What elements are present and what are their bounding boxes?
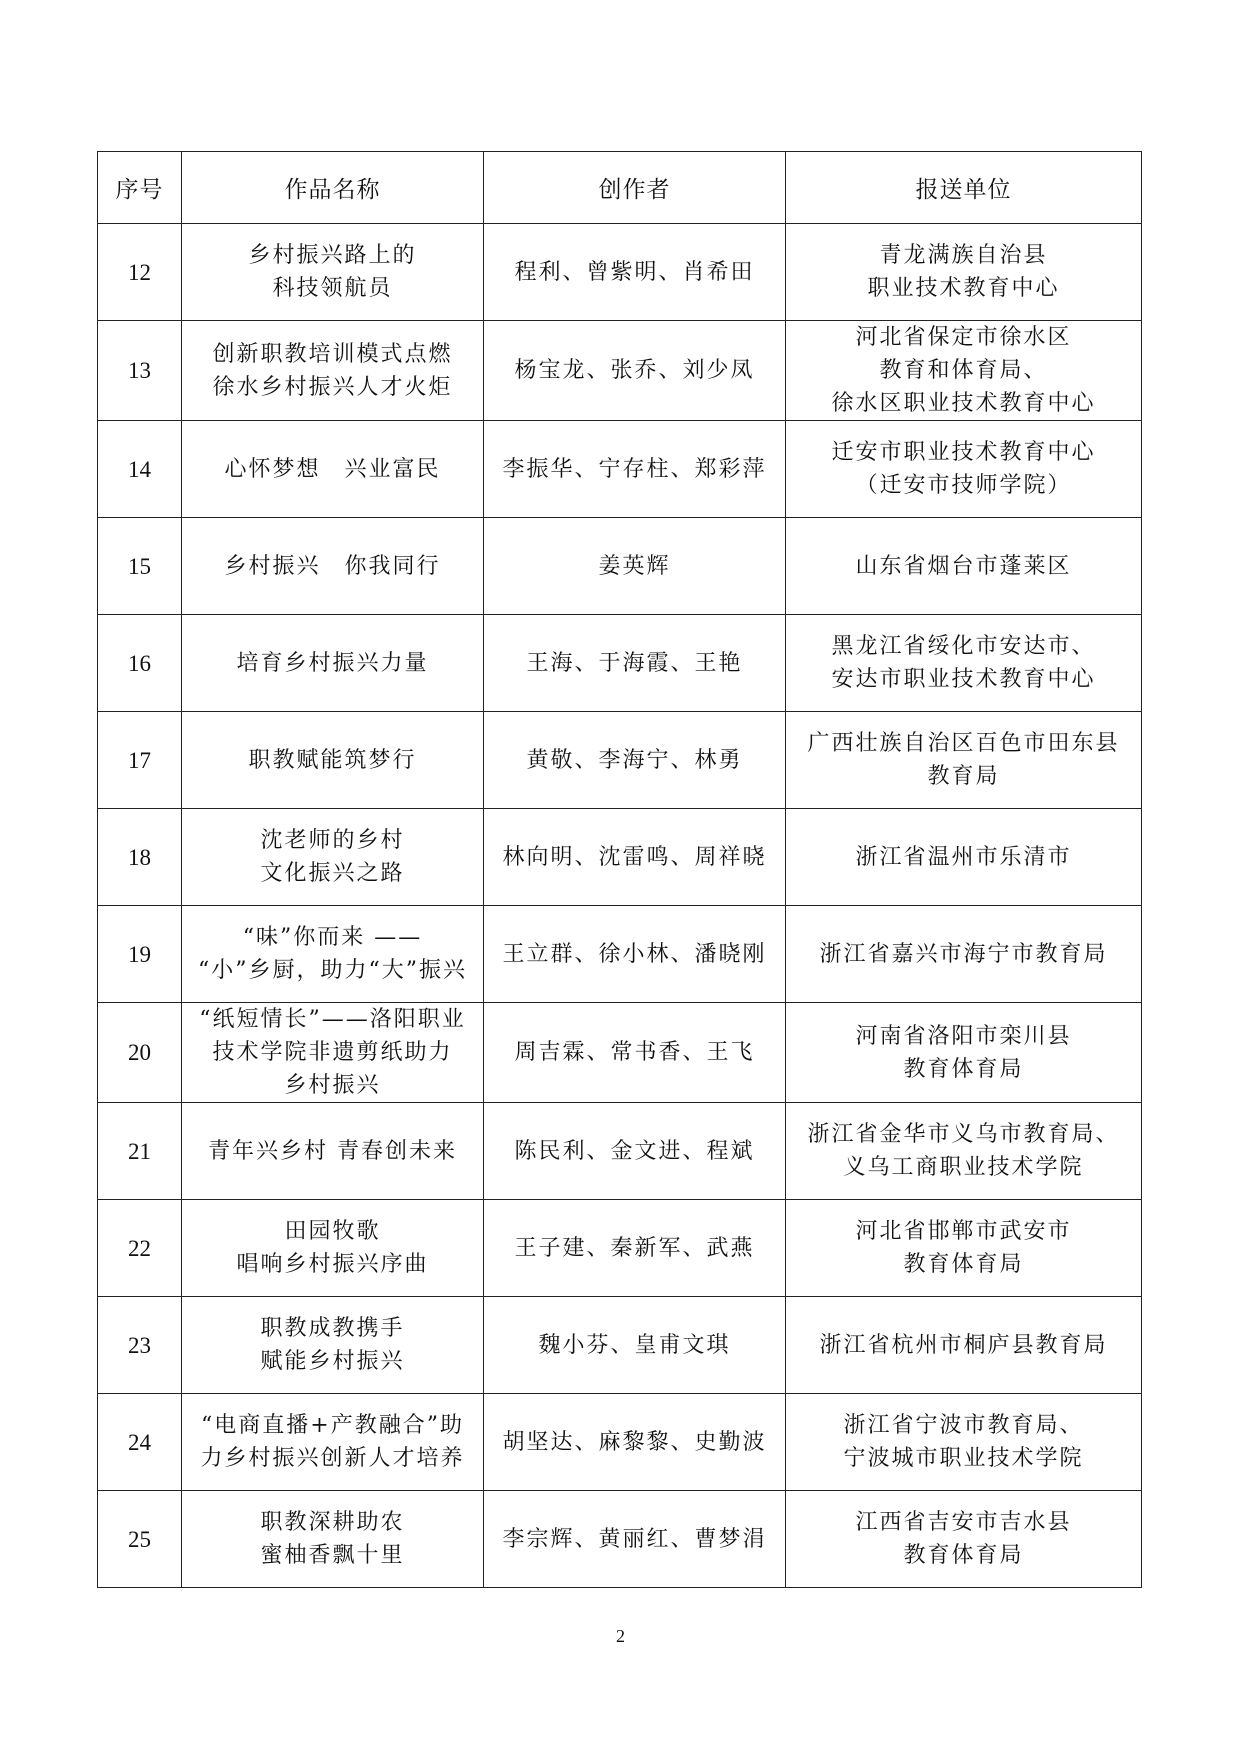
- header-authors: 创作者: [484, 152, 786, 224]
- serial-number-cell: 12: [98, 224, 182, 321]
- work-title-cell-line: 田园牧歌: [284, 1219, 381, 1244]
- submitting-unit-cell: [786, 1491, 1142, 1588]
- work-title-cell-line: 赋能乡村振兴: [260, 1349, 405, 1374]
- page-number: 2: [616, 1626, 625, 1646]
- award-table: [97, 151, 1142, 1588]
- submitting-unit-cell-line: 山东省烟台市蓬莱区: [855, 553, 1072, 579]
- authors-cell-line: 李振华、宁存柱、郑彩萍: [502, 456, 767, 482]
- table-row: [98, 1200, 1142, 1297]
- work-title-cell-line: 乡村振兴: [284, 1073, 381, 1098]
- table-row: [98, 809, 1142, 906]
- submitting-unit-cell-line: 宁波城市职业技术学院: [843, 1446, 1084, 1471]
- submitting-unit-cell-line: 浙江省温州市乐清市: [855, 844, 1072, 870]
- submitting-unit-cell-line: 教育体育局: [903, 1252, 1024, 1277]
- submitting-unit-cell-line: 教育局: [927, 764, 1000, 789]
- submitting-unit-cell-line: （迁安市技师学院）: [855, 473, 1072, 498]
- table-row: [98, 321, 1142, 421]
- serial-number-cell: 24: [98, 1394, 182, 1491]
- submitting-unit-cell: [786, 1200, 1142, 1297]
- work-title-cell-line: “小”乡厨，助力“大”振兴: [198, 958, 467, 983]
- authors-cell: [484, 615, 786, 712]
- submitting-unit-cell-line: 河北省邯郸市武安市: [855, 1219, 1072, 1244]
- work-title-cell: [182, 1394, 484, 1491]
- serial-number-cell: 17: [98, 712, 182, 809]
- authors-cell: [484, 1297, 786, 1394]
- work-title-cell-line: “纸短情长”——洛阳职业: [199, 1007, 466, 1032]
- submitting-unit-cell: [786, 809, 1142, 906]
- authors-cell-line: 陈民利、金文进、程斌: [514, 1138, 755, 1164]
- serial-number-cell: 19: [98, 906, 182, 1003]
- authors-cell-line: 周吉霖、常书香、王飞: [514, 1040, 755, 1065]
- header-row: [98, 152, 1142, 224]
- table-body: [98, 224, 1142, 1588]
- submitting-unit-cell-line: 广西壮族自治区百色市田东县: [807, 731, 1120, 756]
- authors-cell: [484, 321, 786, 421]
- submitting-unit-cell-line: 义乌工商职业技术学院: [843, 1155, 1084, 1180]
- authors-cell-line: 黄敬、李海宁、林勇: [526, 747, 743, 773]
- submitting-unit-cell: [786, 1103, 1142, 1200]
- submitting-unit-cell: [786, 615, 1142, 712]
- table-row: [98, 906, 1142, 1003]
- work-title-cell-line: 徐水乡村振兴人才火炬: [212, 374, 453, 400]
- submitting-unit-cell-line: 迁安市职业技术教育中心: [831, 440, 1096, 465]
- work-title-cell-line: 乡村振兴 你我同行: [224, 553, 441, 579]
- work-title-cell: [182, 421, 484, 518]
- work-title-cell-line: 唱响乡村振兴序曲: [236, 1252, 429, 1277]
- table-row: [98, 1491, 1142, 1588]
- submitting-unit-cell: [786, 321, 1142, 421]
- submitting-unit-cell-line: 河南省洛阳市栾川县: [855, 1023, 1072, 1049]
- serial-number-cell: 18: [98, 809, 182, 906]
- authors-cell: [484, 1394, 786, 1491]
- authors-cell: [484, 1003, 786, 1103]
- work-title-cell: [182, 615, 484, 712]
- serial-number-cell: 13: [98, 321, 182, 421]
- submitting-unit-cell: [786, 518, 1142, 615]
- table-row: [98, 518, 1142, 615]
- submitting-unit-cell-line: 安达市职业技术教育中心: [831, 667, 1096, 692]
- header-serial-number: 序号: [98, 152, 182, 224]
- table-row: [98, 224, 1142, 321]
- table-header: [98, 152, 1142, 224]
- work-title-cell-line: 文化振兴之路: [260, 861, 405, 886]
- submitting-unit-cell: [786, 712, 1142, 809]
- authors-cell: [484, 1491, 786, 1588]
- submitting-unit-cell: [786, 1297, 1142, 1394]
- authors-cell: [484, 809, 786, 906]
- table-row: [98, 1297, 1142, 1394]
- submitting-unit-cell-line: 浙江省杭州市桐庐县教育局: [819, 1332, 1108, 1358]
- work-title-cell-line: “味”你而来 ——: [242, 925, 423, 950]
- authors-cell-line: 杨宝龙、张乔、刘少凤: [514, 358, 755, 383]
- authors-cell-line: 王海、于海霞、王艳: [526, 650, 743, 676]
- submitting-unit-cell-line: 教育和体育局、: [879, 358, 1048, 383]
- work-title-cell: [182, 1103, 484, 1200]
- serial-number-cell: 15: [98, 518, 182, 615]
- work-title-cell-line: 职教深耕助农: [260, 1510, 405, 1535]
- serial-number-cell: 16: [98, 615, 182, 712]
- authors-cell-line: 林向明、沈雷鸣、周祥晓: [502, 844, 767, 870]
- header-work-title: 作品名称: [182, 152, 484, 224]
- serial-number-cell: 22: [98, 1200, 182, 1297]
- submitting-unit-cell-line: 浙江省金华市义乌市教育局、: [807, 1122, 1120, 1147]
- work-title-cell-line: 力乡村振兴创新人才培养: [200, 1446, 465, 1471]
- submitting-unit-cell-line: 青龙满族自治县: [879, 243, 1048, 268]
- header-submitting-unit: 报送单位: [786, 152, 1142, 224]
- authors-cell: [484, 1200, 786, 1297]
- submitting-unit-cell: [786, 1394, 1142, 1491]
- authors-cell: [484, 518, 786, 615]
- work-title-cell: [182, 321, 484, 421]
- submitting-unit-cell-line: 教育体育局: [903, 1056, 1024, 1082]
- serial-number-cell: 14: [98, 421, 182, 518]
- authors-cell-line: 李宗辉、黄丽红、曹梦涓: [502, 1526, 767, 1552]
- work-title-cell-line: 职教赋能筑梦行: [248, 747, 417, 773]
- work-title-cell-line: 青年兴乡村 青春创未来: [208, 1138, 457, 1164]
- submitting-unit-cell-line: 浙江省嘉兴市海宁市教育局: [819, 941, 1108, 967]
- work-title-cell-line: 乡村振兴路上的: [248, 243, 417, 268]
- work-title-cell-line: “电商直播+产教融合”助: [201, 1413, 464, 1438]
- submitting-unit-cell-line: 江西省吉安市吉水县: [855, 1510, 1072, 1535]
- authors-cell: [484, 906, 786, 1003]
- submitting-unit-cell: [786, 224, 1142, 321]
- authors-cell-line: 王子建、秦新军、武燕: [514, 1235, 755, 1261]
- work-title-cell: [182, 518, 484, 615]
- authors-cell: [484, 224, 786, 321]
- work-title-cell-line: 沈老师的乡村: [260, 828, 405, 853]
- work-title-cell: [182, 1491, 484, 1588]
- work-title-cell-line: 技术学院非遗剪纸助力: [212, 1040, 453, 1065]
- work-title-cell: [182, 224, 484, 321]
- authors-cell: [484, 1103, 786, 1200]
- work-title-cell: [182, 1003, 484, 1103]
- table-row: [98, 421, 1142, 518]
- work-title-cell-line: 培育乡村振兴力量: [236, 650, 429, 676]
- work-title-cell-line: 科技领航员: [272, 276, 393, 301]
- authors-cell-line: 王立群、徐小林、潘晓刚: [502, 941, 767, 967]
- work-title-cell: [182, 712, 484, 809]
- submitting-unit-cell-line: 黑龙江省绥化市安达市、: [831, 634, 1096, 659]
- work-title-cell-line: 创新职教培训模式点燃: [212, 341, 453, 367]
- work-title-cell: [182, 1297, 484, 1394]
- submitting-unit-cell-line: 职业技术教育中心: [867, 276, 1060, 301]
- work-title-cell-line: 蜜柚香飘十里: [260, 1543, 405, 1568]
- authors-cell: [484, 421, 786, 518]
- serial-number-cell: 21: [98, 1103, 182, 1200]
- authors-cell: [484, 712, 786, 809]
- submitting-unit-cell: [786, 421, 1142, 518]
- authors-cell-line: 魏小芬、皇甫文琪: [538, 1332, 731, 1358]
- work-title-cell: [182, 906, 484, 1003]
- work-title-cell: [182, 809, 484, 906]
- work-title-cell-line: 心怀梦想 兴业富民: [224, 456, 441, 482]
- submitting-unit-cell: [786, 1003, 1142, 1103]
- table-row: [98, 712, 1142, 809]
- serial-number-cell: 25: [98, 1491, 182, 1588]
- serial-number-cell: 23: [98, 1297, 182, 1394]
- serial-number-cell: 20: [98, 1003, 182, 1103]
- submitting-unit-cell-line: 浙江省宁波市教育局、: [843, 1413, 1084, 1438]
- table-row: [98, 1003, 1142, 1103]
- authors-cell-line: 程利、曾紫明、肖希田: [514, 259, 755, 285]
- submitting-unit-cell-line: 徐水区职业技术教育中心: [831, 391, 1096, 416]
- submitting-unit-cell-line: 教育体育局: [903, 1543, 1024, 1568]
- work-title-cell: [182, 1200, 484, 1297]
- submitting-unit-cell-line: 河北省保定市徐水区: [855, 325, 1072, 350]
- table-row: [98, 615, 1142, 712]
- submitting-unit-cell: [786, 906, 1142, 1003]
- authors-cell-line: 胡坚达、麻黎黎、史勤波: [502, 1429, 767, 1455]
- work-title-cell-line: 职教成教携手: [260, 1316, 405, 1341]
- authors-cell-line: 姜英辉: [598, 553, 671, 579]
- table-row: [98, 1103, 1142, 1200]
- table-row: [98, 1394, 1142, 1491]
